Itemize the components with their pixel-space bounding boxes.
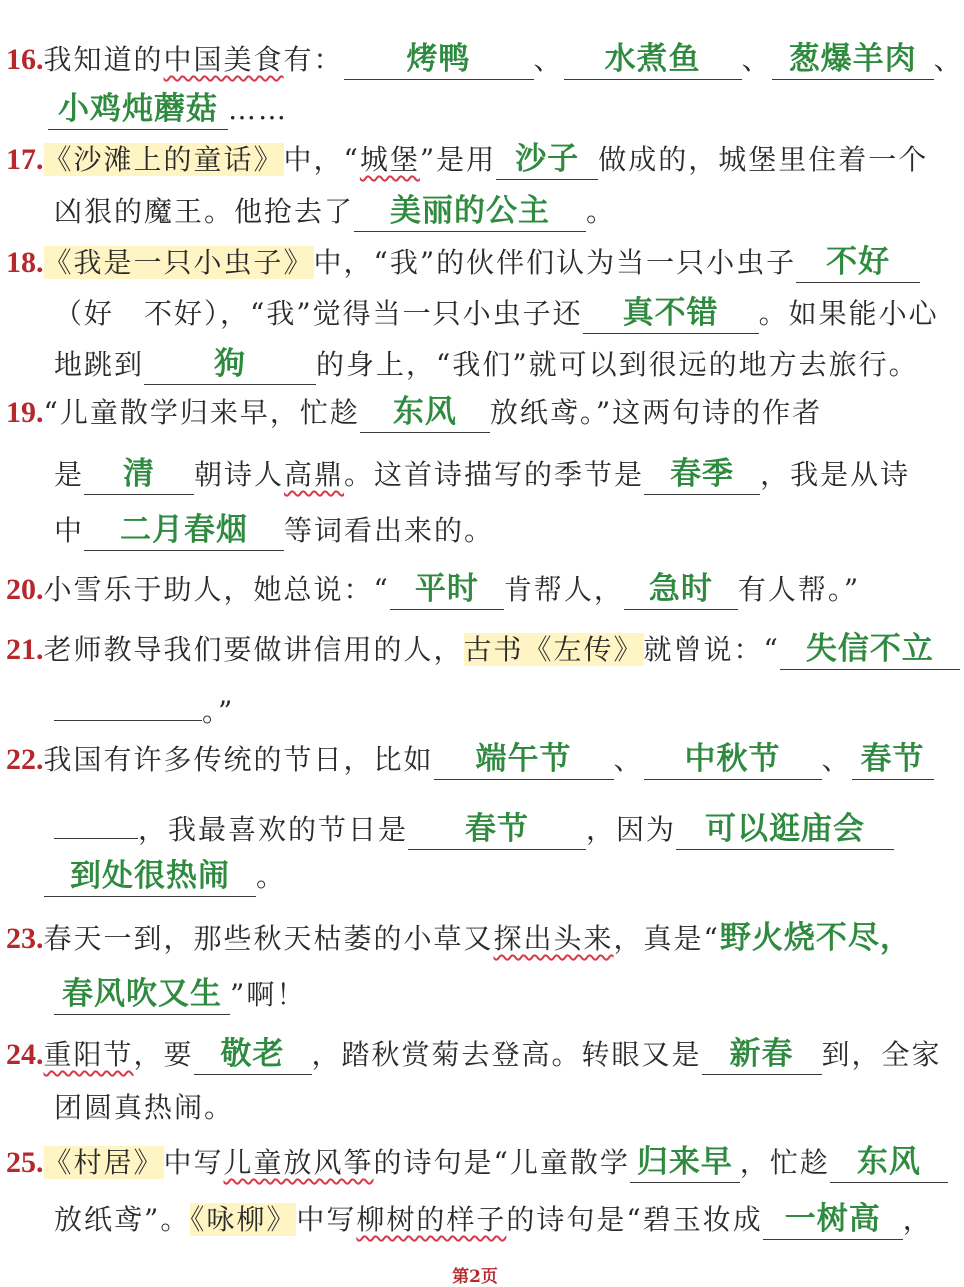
question-number: 22. [6,743,44,776]
q17-line1: 17.《沙滩上的童话》中，“城堡”是用 沙子 做成的，城堡里住着一个 [6,140,928,180]
question-number: 16. [6,43,44,76]
answer-blank[interactable] [54,800,138,839]
answer-blank[interactable]: 端午节 [434,741,614,780]
answer-blank[interactable]: 春风吹又生 [54,976,230,1015]
question-number: 19. [6,396,44,429]
q22-line1: 22.我国有许多传统的节日，比如 端午节 、 中秋节 、 春节 [6,740,934,780]
q25-line1: 25.《村居》中写儿童放风筝的诗句是“儿童散学 归来早 ，忙趁 东风 [6,1143,948,1183]
answer-blank[interactable]: 东风 [830,1144,948,1183]
question-number: 20. [6,573,44,606]
answer-blank[interactable]: 沙子 [496,141,598,180]
answer-blank[interactable]: 急时 [624,571,738,610]
question-number: 17. [6,143,44,176]
question-number: 24. [6,1038,44,1071]
q19-line1: 19.“儿童散学归来早，忙趁 东风 放纸鸢。”这两句诗的作者 [6,393,822,433]
q23-line2: 春风吹又生 ”啊！ [54,975,306,1015]
answer-blank[interactable]: 葱爆羊肉 [772,41,934,80]
answer-blank[interactable]: 春节 [408,811,586,850]
answer-blank[interactable]: 失信不立 [780,631,960,670]
answer-blank[interactable]: 东风 [360,394,490,433]
q17-line2: 凶狠的魔王。他抢去了 美丽的公主 。 [54,192,616,232]
answer-blank[interactable]: 归来早 [630,1144,740,1183]
question-number: 21. [6,633,44,666]
q24-line2: 团圆真热闹。 [54,1091,235,1124]
answer-blank[interactable]: 美丽的公主 [354,193,586,232]
q22-line3: 到处很热闹 。 [44,857,286,897]
answer-blank[interactable]: 二月春烟 [84,512,284,551]
q23-line1: 23.春天一到，那些秋天枯萎的小草又探出头来，真是“野火烧不尽， [6,918,912,959]
answer-blank[interactable]: 烤鸭 [344,41,534,80]
answer-blank[interactable]: 新春 [702,1036,822,1075]
answer-blank[interactable] [54,682,202,721]
q24-line1: 24.重阳节，要 敬老 ，踏秋赏菊去登高。转眼又是 新春 到，全家 [6,1035,942,1075]
answer-blank[interactable]: 平时 [390,571,504,610]
answer-blank[interactable]: 水煮鱼 [564,41,742,80]
answer-blank[interactable]: 到处很热闹 [44,858,256,897]
page-number: 第2页 [452,1267,498,1287]
answer-blank[interactable]: 敬老 [194,1036,312,1075]
answer-blank[interactable]: 不好 [796,244,920,283]
question-number: 25. [6,1146,44,1179]
q21-line1: 21.老师教导我们要做讲信用的人，古书《左传》就曾说：“ 失信不立 [6,630,960,670]
answer-blank[interactable]: 清 [84,456,194,495]
q16-line2: 小鸡炖蘑菇 …… [48,90,288,130]
question-number: 18. [6,246,44,279]
q19-line2: 是 清 朝诗人高鼎。这首诗描写的季节是 春季 ，我是从诗 [54,455,910,495]
answer-blank[interactable]: 春季 [644,456,760,495]
q25-line2: 放纸鸢”。《咏柳》中写柳树的样子的诗句是“碧玉妆成 一树高 ， [54,1200,933,1240]
q18-line2: （好 不好），“我”觉得当一只小虫子还 真不错 。如果能小心 [54,294,939,334]
answer-blank[interactable]: 可以逛庙会 [676,811,894,850]
q16-line1: 16.我知道的中国美食有： 烤鸭 、 水煮鱼 、 葱爆羊肉 、 [6,40,964,80]
answer-blank[interactable]: 中秋节 [644,741,822,780]
q21-line2: 。” [54,682,234,732]
answer-blank[interactable]: 小鸡炖蘑菇 [48,91,228,130]
q19-line3: 中 二月春烟 等词看出来的。 [54,511,494,551]
q18-line1: 18.《我是一只小虫子》中，“我”的伙伴们认为当一只小虫子 不好 [6,243,920,283]
answer-blank[interactable]: 真不错 [583,295,759,334]
q22-line2: ，我最喜欢的节日是 春节 ，因为 可以逛庙会 [54,800,894,850]
question-number: 23. [6,922,44,955]
q18-line3: 地跳到 狗 的身上，“我们”就可以到很远的地方去旅行。 [54,345,919,385]
q20-line1: 20.小雪乐于助人，她总说：“ 平时 肯帮人， 急时 有人帮。” [6,570,860,610]
answer-blank[interactable]: 春节 [852,741,934,780]
answer-blank[interactable]: 狗 [144,346,316,385]
answer-blank[interactable]: 一树高 [763,1201,903,1240]
